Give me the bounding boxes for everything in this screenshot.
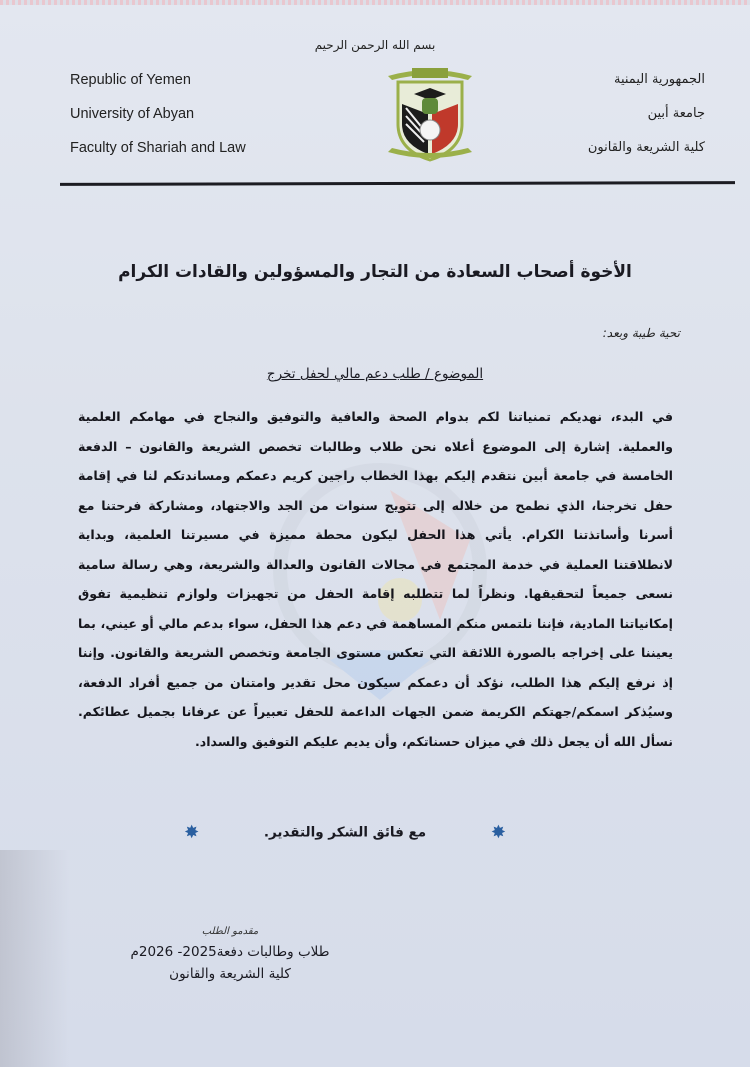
letterhead-en-faculty: Faculty of Shariah and Law: [70, 140, 246, 156]
letterhead-english: [70, 72, 246, 174]
signature-students: طلاب وطالبات دفعة2025- 2026م: [130, 944, 330, 960]
signature-from-label: مقدمو الطلب: [201, 926, 259, 937]
header-divider: [60, 181, 735, 186]
star-ornament-icon: ✸: [490, 822, 506, 843]
signature-block: [130, 926, 330, 985]
letter-body: في البدء، نهديكم تمنياتنا لكم بدوام الصحة والعافية والتوفيق والنجاح في مهامكم العلمية والعملية. إشارة إلى الموضوع أعلاه نحن طلاب وطالبات تخصص الشريعة والقانون – الدفعة الخامسة في جامعة أبين نتقدم إليكم بهذا الخطاب راجين كريم دعمكم ومساندتكم لنا في إقامة حفل تخرجنا، الذي نطمح من خلاله إلى تتويج سنوات من الجد والاجتهاد، ومشاركة فرحتنا مع أسرنا وأساتذتنا الكرام. يأتي هذا الحفل ليكون محطة مميزة في مسيرتنا العلمية، وبداية لانطلاقتنا العملية في خدمة المجتمع في مجالات القانون والعدالة والشريعة، وهي رسالة سامية نسعى جميعاً لتحقيقها. ونظراً لما تتطلبه إقامة الحفل من تجهيزات ولوازم تنظيمية تفوق إمكانياتنا المادية، فإننا نلتمس منكم المساهمة في دعم هذا الحفل، سواء بدعم مالي أو عيني، بما يعيننا على إخراجه بالصورة اللائقة التي تعكس مستوى الجامعة وتخصص الشريعة والقانون. وإننا إذ نرفع إليكم هذا الطلب، نؤكد أن دعمكم سيكون محل تقدير وامتنان من جميع أفراد الدفعة، وسيُذكر اسمكم/جهتكم الكريمة ضمن الجهات الداعمة للحفل تعبيراً عن عرفانا بجميل عطائكم. نسأل الله أن يجعل ذلك في ميزان حسناتكم، وأن يديم عليكم التوفيق والسداد.: [78, 409, 673, 749]
signature-faculty: كلية الشريعة والقانون: [169, 966, 291, 982]
letterhead-ar-faculty: كلية الشريعة والقانون: [587, 140, 705, 155]
addressee-heading: الأخوة أصحاب السعادة من التجار والمسؤولين والقادات الكرام: [118, 262, 632, 282]
star-ornament-icon: ✸: [184, 822, 200, 843]
paper-top-edge: [0, 0, 750, 5]
bismillah: بسم الله الرحمن الرحيم: [314, 38, 436, 52]
letterhead-en-country: Republic of Yemen: [70, 72, 191, 88]
photo-shadow: [0, 850, 70, 1067]
letterhead-ar-university: جامعة أبين: [647, 106, 705, 121]
subject-line: الموضوع / طلب دعم مالي لحفل تخرج: [266, 366, 484, 382]
greeting: تحية طيبة وبعد:: [602, 326, 680, 340]
university-emblem-icon: [384, 64, 476, 164]
letterhead-ar-country: الجمهورية اليمنية: [613, 72, 705, 87]
letterhead-en-university: University of Abyan: [70, 106, 195, 122]
letterhead-arabic: [588, 72, 705, 174]
closing-line: [0, 822, 750, 843]
closing-text: مع فائق الشكر والتقدير.: [263, 824, 427, 841]
